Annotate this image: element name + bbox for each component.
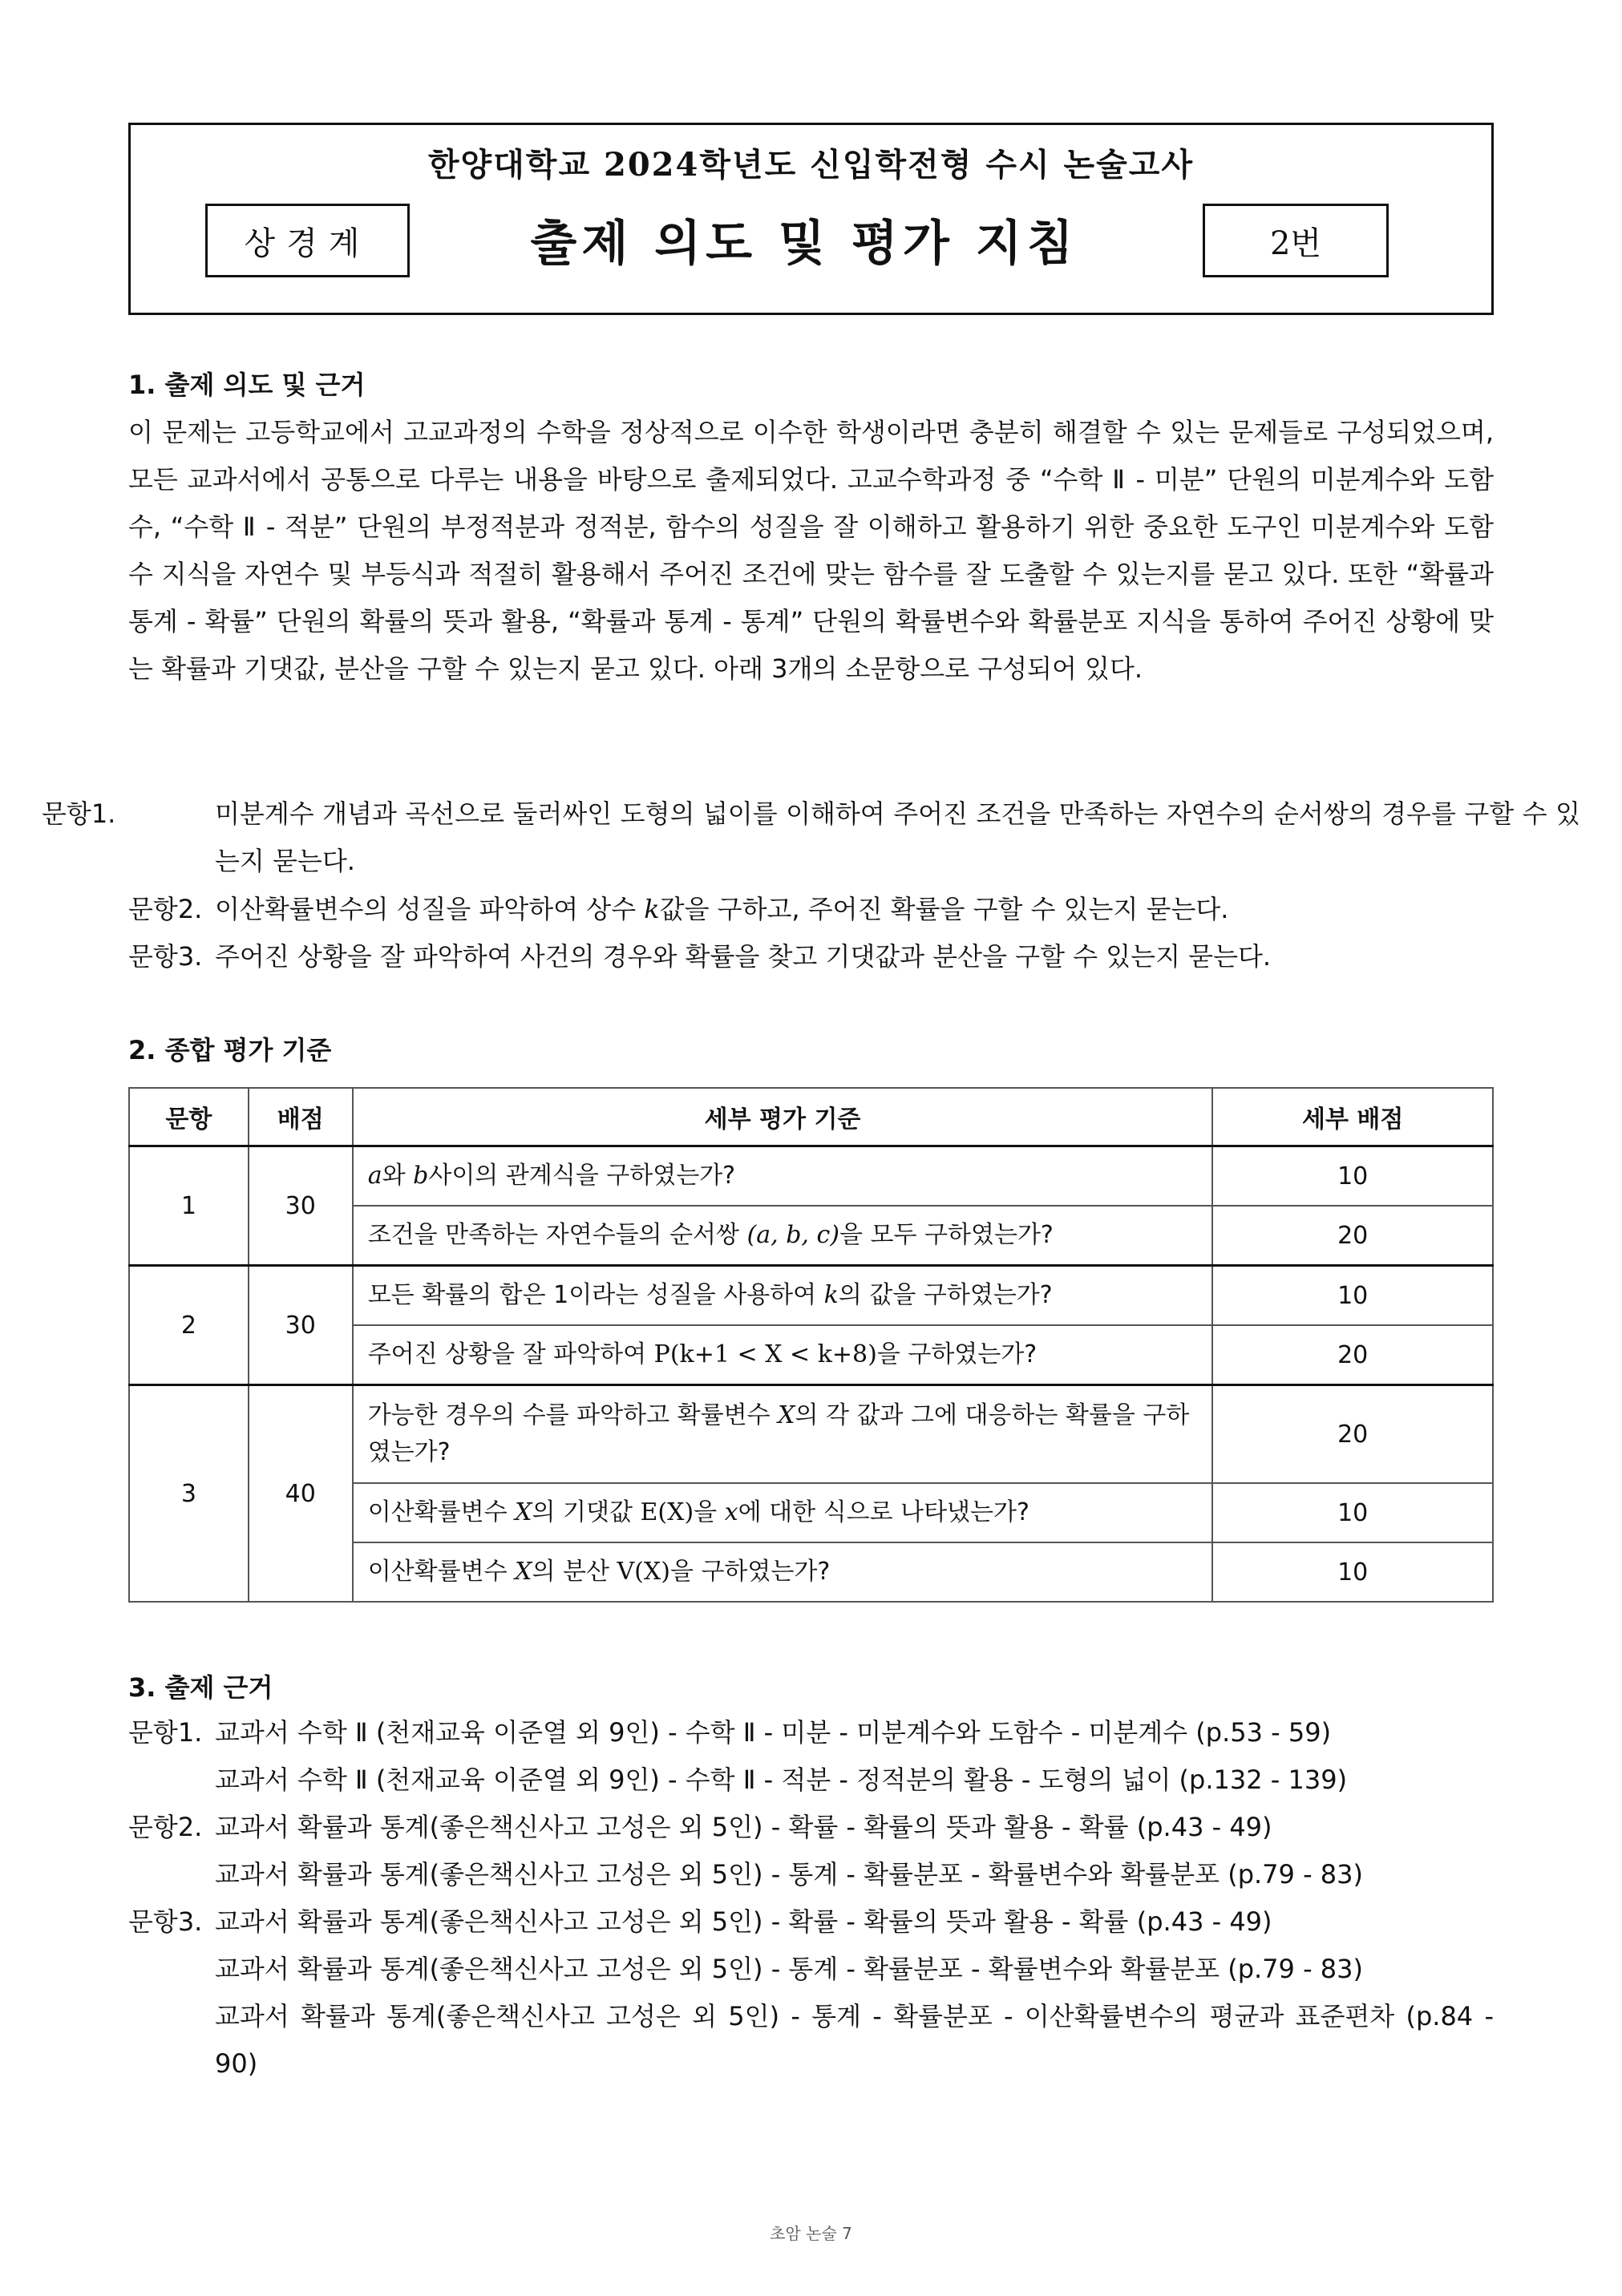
item-text: 미분계수 개념과 곡선으로 둘러싸인 도형의 넓이를 이해하여 주어진 조건을 만족하는 자연수의 순서쌍의 경우를 구할 수 있는지 묻는다. — [215, 798, 1580, 876]
table-row — [129, 1146, 1493, 1207]
cell-score: 30 — [249, 1146, 353, 1266]
cell-item: 2 — [129, 1266, 249, 1385]
criteria-text: 의 값을 구하였는가? — [838, 1281, 1053, 1309]
criteria-text: 가능한 경우의 수를 파악하고 확률변수 — [367, 1401, 779, 1429]
math-var-X: X — [515, 1558, 532, 1586]
col-header-points: 세부 배점 — [1212, 1088, 1493, 1146]
intent-item-2 — [128, 886, 1494, 933]
section1-paragraph: 이 문제는 고등학교에서 고교과정의 수학을 정상적으로 이수한 학생이라면 충분히 해결할 수 있는 문제들로 구성되었으며, 모든 교과서에서 공통으로 다루는 내용을 바탕으로 출제되었다. 고교수학과정 중 “수학 Ⅱ - 미분” 단원의 미분계수와 도함수, “수학 Ⅱ - 적분” 단원의 부정적분과 정적분, 함수의 성질을 잘 이해하고 활용하기 위한 중요한 도구인 미분계수와 도함수 지식을 자연수 및 부등식과 적절히 활용해서 주어진 조건에 맞는 함수를 잘 도출할 수 있는지를 묻고 있다. 또한 “확률과 통계 - 확률” 단원의 확률의 뜻과 활용, “확률과 통계 - 통계” 단원의 확률변수와 확률분포 지식을 통하여 주어진 상황에 맞는 확률과 기댓값, 분산을 구할 수 있는지 묻고 있다. 아래 3개의 소문항으로 구성되어 있다. — [128, 417, 1494, 684]
math-var-a: a — [367, 1162, 382, 1190]
table-row — [129, 1266, 1493, 1326]
ref-label: 문항3. — [128, 1906, 203, 1937]
cell-score: 30 — [249, 1266, 353, 1385]
reference-line — [128, 1804, 1494, 1851]
criteria-text: 을 구하였는가? — [669, 1558, 831, 1586]
ref-text: 교과서 수학 Ⅱ (천재교육 이준열 외 9인) - 수학 Ⅱ - 미분 - 미분계수와 도함수 - 미분계수 (p.53 - 59) — [215, 1717, 1332, 1748]
ref-text: 교과서 확률과 통계(좋은책신사고 고성은 외 5인) - 확률 - 확률의 뜻과 활용 - 확률 (p.43 - 49) — [215, 1812, 1272, 1842]
item-label: 문항2. — [128, 894, 203, 924]
ref-label: 문항1. — [128, 1717, 203, 1748]
cell-criteria — [353, 1146, 1213, 1207]
criteria-text: 와 — [382, 1162, 414, 1190]
table-row — [129, 1385, 1493, 1484]
ref-text: 교과서 확률과 통계(좋은책신사고 고성은 외 5인) - 확률 - 확률의 뜻과 활용 - 확률 (p.43 - 49) — [215, 1906, 1272, 1937]
cell-points: 10 — [1212, 1542, 1493, 1602]
math-expr: P(k+1 < X < k+8) — [653, 1340, 877, 1368]
math-expr: E(X) — [640, 1498, 694, 1526]
col-header-item: 문항 — [129, 1088, 249, 1146]
cell-item: 3 — [129, 1385, 249, 1603]
cell-points: 20 — [1212, 1325, 1493, 1385]
cell-points: 10 — [1212, 1146, 1493, 1207]
intent-item-1 — [42, 790, 1580, 885]
reference-line: 교과서 수학 Ⅱ (천재교육 이준열 외 9인) - 수학 Ⅱ - 적분 - 정적분의 활용 - 도형의 넓이 (p.132 - 139) — [215, 1764, 1348, 1795]
cell-criteria — [353, 1483, 1213, 1542]
criteria-text: 의 기댓값 — [532, 1498, 641, 1526]
cell-item: 1 — [129, 1146, 249, 1266]
criteria-text: 의 분산 — [532, 1558, 617, 1586]
reference-line: 교과서 확률과 통계(좋은책신사고 고성은 외 5인) - 통계 - 확률분포 - 이산확률변수의 평균과 표준편차 (p.84 - 90) — [215, 2001, 1494, 2079]
cell-criteria — [353, 1206, 1213, 1266]
math-var-k: k — [644, 894, 660, 924]
question-number-tag: 2번 — [1203, 204, 1389, 277]
intent-item-3 — [128, 933, 1494, 980]
page-footer: 초암 논술 7 — [770, 2224, 852, 2243]
criteria-text: 주어진 상황을 잘 파악하여 — [367, 1340, 654, 1368]
category-tag: 상경계 — [205, 204, 410, 277]
section2-heading: 2. 종합 평가 기준 — [128, 1035, 332, 1065]
exam-title: 한양대학교 2024학년도 신입학전형 수시 논술고사 — [427, 146, 1195, 184]
section1-heading: 1. 출제 의도 및 근거 — [128, 370, 366, 400]
math-expr: (a, b, c) — [746, 1221, 840, 1249]
criteria-text: 을 모두 구하였는가? — [839, 1221, 1054, 1249]
criteria-text: 을 구하였는가? — [876, 1340, 1038, 1368]
cell-points: 10 — [1212, 1266, 1493, 1326]
cell-criteria — [353, 1385, 1213, 1484]
table-header-row — [129, 1088, 1493, 1146]
reference-line: 교과서 확률과 통계(좋은책신사고 고성은 외 5인) - 통계 - 확률분포 - 확률변수와 확률분포 (p.79 - 83) — [215, 1859, 1363, 1890]
item-text: 주어진 상황을 잘 파악하여 사건의 경우와 확률을 찾고 기댓값과 분산을 구할 수 있는지 묻는다. — [215, 941, 1272, 972]
math-var-k: k — [823, 1281, 839, 1309]
header-box — [128, 123, 1494, 315]
criteria-text: 에 대한 식으로 나타냈는가? — [738, 1498, 1029, 1526]
cell-points: 20 — [1212, 1385, 1493, 1484]
math-var-X: X — [515, 1498, 532, 1526]
criteria-text: 의 각 값과 그에 대응하는 확률을 구하였는가? — [367, 1401, 1190, 1466]
cell-criteria — [353, 1266, 1213, 1326]
criteria-text: 이산확률변수 — [367, 1558, 516, 1586]
criteria-text: 조건을 만족하는 자연수들의 순서쌍 — [367, 1221, 747, 1249]
item-text-before: 이산확률변수의 성질을 파악하여 상수 — [215, 894, 645, 924]
math-var-x: x — [724, 1498, 738, 1526]
section3-heading: 3. 출제 근거 — [128, 1672, 273, 1703]
criteria-text: 이산확률변수 — [367, 1498, 516, 1526]
math-var-X: X — [778, 1401, 795, 1429]
cell-criteria — [353, 1542, 1213, 1602]
criteria-text: 모든 확률의 합은 1이라는 성질을 사용하여 — [367, 1281, 824, 1309]
reference-line — [128, 1898, 1494, 1946]
criteria-text: 을 — [694, 1498, 725, 1526]
item-label: 문항3. — [128, 941, 203, 972]
item-text-after: 값을 구하고, 주어진 확률을 구할 수 있는지 묻는다. — [659, 894, 1229, 924]
evaluation-table — [128, 1087, 1494, 1603]
ref-label: 문항2. — [128, 1812, 203, 1842]
col-header-criteria: 세부 평가 기준 — [353, 1088, 1213, 1146]
cell-points: 10 — [1212, 1483, 1493, 1542]
reference-line — [128, 1709, 1494, 1756]
criteria-text: 사이의 관계식을 구하였는가? — [428, 1162, 736, 1190]
math-var-b: b — [413, 1162, 429, 1190]
reference-line: 교과서 확률과 통계(좋은책신사고 고성은 외 5인) - 통계 - 확률분포 - 확률변수와 확률분포 (p.79 - 83) — [215, 1954, 1363, 1984]
cell-criteria — [353, 1325, 1213, 1385]
cell-score: 40 — [249, 1385, 353, 1603]
cell-points: 20 — [1212, 1206, 1493, 1266]
math-expr: V(X) — [617, 1558, 670, 1586]
item-label: 문항1. — [42, 798, 116, 829]
col-header-score: 배점 — [249, 1088, 353, 1146]
document-subtitle: 출제 의도 및 평가 지침 — [530, 216, 1078, 272]
